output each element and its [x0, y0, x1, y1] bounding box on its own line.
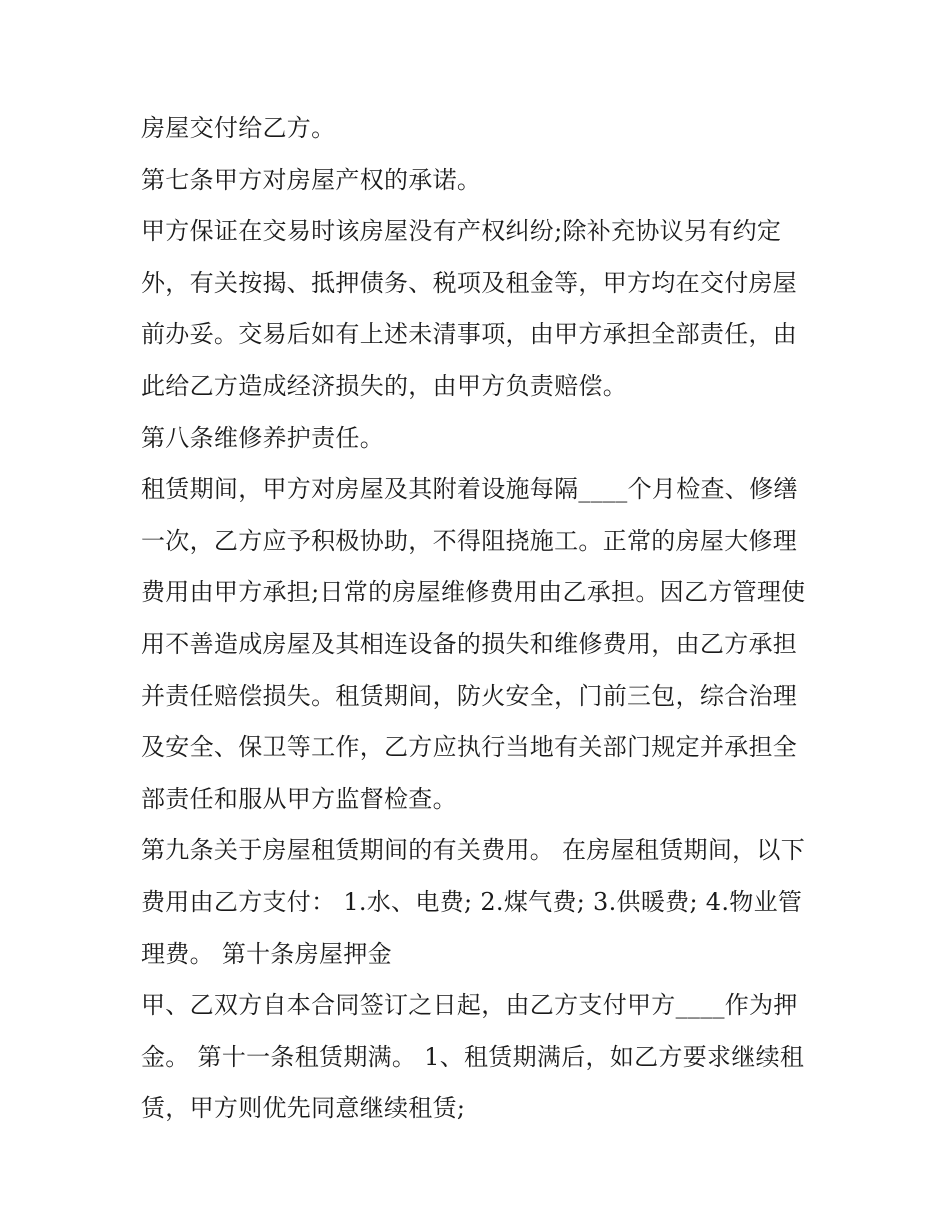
article-7-body: 甲方保证在交易时该房屋没有产权纠纷;除补充协议另有约定外，有关按揭、抵押债务、税项及租金等，甲方均在交付房屋前办妥。交易后如有上述未清事项，由甲方承担全部责任，由此给乙方造成经济损失的，由甲方负责赔偿。 — [141, 217, 798, 400]
article-8-heading: 第八条维修养护责任。 — [141, 423, 384, 452]
paragraph-delivery-end: 房屋交付给乙方。 — [141, 114, 336, 142]
article-7-heading: 第七条甲方对房屋产权的承诺。 — [141, 165, 482, 194]
deposit-and-article-11-paragraph: 甲、乙双方自本合同签订之日起，由乙方支付甲方____作为押金。 第十一条租赁期满。 1、租赁期满后，如乙方要求继续租赁，甲方则优先同意继续租赁; — [141, 991, 805, 1123]
document-body — [141, 103, 821, 1135]
article-8-body: 租赁期间，甲方对房屋及其附着设施每隔____个月检查、修缮一次，乙方应予积极协助，不得阻挠施工。正常的房屋大修理费用由甲方承担;日常的房屋维修费用由乙承担。因乙方管理使用不善造成房屋及其相连设备的损失和维修费用，由乙方承担并责任赔偿损失。租赁期间，防火安全，门前三包，综合治理及安全、保卫等工作，乙方应执行当地有关部门规定并承担全部责任和服从甲方监督检查。 — [141, 475, 806, 813]
article-9-10-paragraph: 第九条关于房屋租赁期间的有关费用。 在房屋租赁期间，以下费用由乙方支付： 1.水、电费; 2.煤气费; 3.供暖费; 4.物业管理费。 第十条房屋押金 — [141, 836, 806, 968]
